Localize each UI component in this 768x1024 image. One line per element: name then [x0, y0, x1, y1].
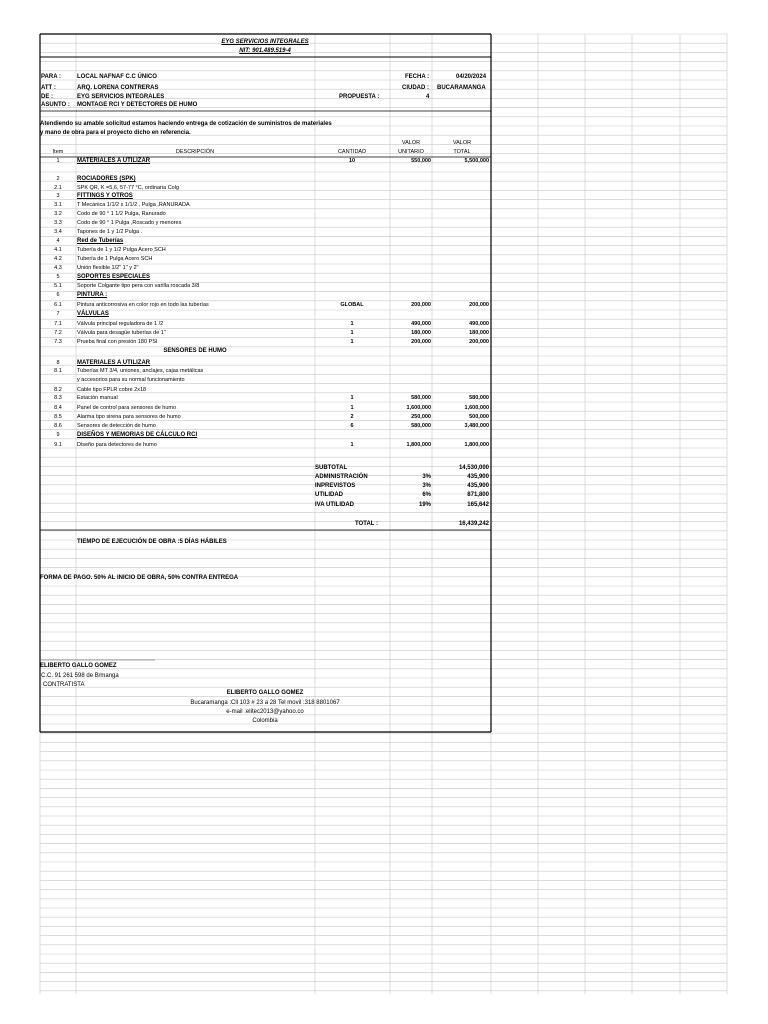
row-item-number: 6.1	[54, 302, 62, 308]
summary-value: 435,900	[467, 483, 489, 489]
row-unit-value: 200,000	[411, 302, 431, 308]
row-item-number: 3.4	[54, 229, 62, 235]
row-quantity: 1	[350, 330, 354, 336]
signature-name: ELIBERTO GALLO GOMEZ	[40, 663, 117, 669]
row-item-number: 3.3	[54, 220, 62, 226]
summary-label: SUBTOTAL	[315, 465, 348, 471]
signature-cc: C.C. 91 261 598 de B/manga	[41, 673, 119, 679]
row-item-number: 8.6	[54, 423, 62, 429]
col-valor-2: VALOR	[452, 140, 472, 146]
row-item-number: 8.4	[54, 405, 62, 411]
row-quantity: 1	[350, 405, 354, 411]
row-total-value: 180,000	[469, 330, 489, 336]
forma-de-pago: FORMA DE PAGO. 50% AL INICIO DE OBRA, 50% CONTRA ENTREGA	[40, 575, 239, 581]
summary-label: IVA UTILIDAD	[315, 502, 354, 508]
row-item-number: 7	[56, 311, 60, 317]
row-quantity: GLOBAL	[340, 302, 364, 308]
row-item-number: 9.1	[54, 442, 62, 448]
row-description: Sensores de detección de humo	[77, 423, 156, 429]
col-total: TOTAL	[453, 149, 471, 155]
footer-address: Bucaramanga :Cll 103 # 23 a 28 Tel movil :318 8801067	[190, 700, 340, 706]
row-description: FITTINGS Y OTROS	[77, 193, 133, 199]
total-label: TOTAL :	[355, 521, 378, 527]
row-quantity: 6	[350, 423, 354, 429]
row-description: Tubería de 1 y 1/2 Pulga Acero SCH	[77, 247, 166, 253]
row-quantity: 1	[350, 442, 354, 448]
row-quantity: 1	[350, 339, 354, 345]
row-item-number: 7.3	[54, 339, 62, 345]
company-title: EYG SERVICIOS INTEGRALES	[221, 39, 309, 45]
summary-percent: 3%	[422, 474, 431, 480]
ciudad-label: CIUDAD :	[402, 85, 429, 91]
de-label: DE :	[41, 94, 53, 100]
row-description: Alarma tipo sirena para sensores de humo	[77, 414, 181, 420]
summary-value: 165,642	[467, 502, 489, 508]
row-item-number: 8	[56, 360, 60, 366]
row-total-value: 500,000	[469, 414, 489, 420]
row-unit-value: 1,800,000	[406, 442, 431, 448]
row-item-number: 5	[56, 274, 60, 280]
col-descripcion: DESCRIPCIÓN	[175, 149, 215, 155]
row-item-number: 2.1	[54, 185, 62, 191]
row-item-number: 7.1	[54, 321, 62, 327]
summary-value: 871,800	[467, 492, 489, 498]
row-unit-value: 1,600,000	[406, 405, 431, 411]
row-unit-value: 580,000	[411, 395, 431, 401]
row-description: ROCIADORES (SPK)	[77, 176, 136, 182]
att-value: ARQ. LORENA CONTRERAS	[77, 85, 159, 91]
tiempo-ejecucion: TIEMPO DE EJECUCIÓN DE OBRA :5 DÍAS HÁBILES	[77, 539, 227, 545]
row-item-number: 8.3	[54, 395, 62, 401]
intro-line-1: Atendiendo su amable solicitud estamos haciendo entrega de cotización de suministros de materiales	[40, 121, 332, 127]
col-valor-1: VALOR	[401, 140, 421, 146]
row-item-number: 3	[56, 193, 60, 199]
row-description: Estación manual	[77, 395, 118, 401]
row-description: Cable tipo FPLR cobre 2x18	[77, 387, 147, 393]
row-quantity: 1	[350, 395, 354, 401]
propuesta-value: 4	[426, 94, 430, 100]
summary-label: INPREVISTOS	[315, 483, 356, 489]
col-item: Item	[52, 149, 64, 155]
row-item-number: 4.3	[54, 265, 62, 271]
row-description: MATERIALES A UTILIZAR	[77, 360, 151, 366]
footer-email: e-mail :elitec2013@yahoo.co	[226, 709, 304, 715]
row-description: Tapones de 1 y 1/2 Pulga .	[77, 229, 143, 235]
row-description: Válvula principal reguladora de 1 /2	[77, 321, 164, 327]
footer-name: ELIBERTO GALLO GOMEZ	[226, 690, 304, 696]
row-description: PINTURA :	[77, 292, 108, 298]
section-overlay-label: SENSORES DE HUMO	[163, 348, 227, 354]
asunto-value: MONTAGE RCI Y DETECTORES DE HUMO	[77, 102, 198, 108]
row-item-number: 7.2	[54, 330, 62, 336]
row-quantity: 2	[350, 414, 354, 420]
row-item-number: 4	[56, 238, 60, 244]
row-description: Pintura anticorrosiva en color rojo en todo las tuberías	[77, 302, 209, 308]
row-item-number: 6	[56, 292, 60, 298]
row-item-number: 4.1	[54, 247, 62, 253]
row-total-value: 580,000	[469, 395, 489, 401]
row-item-number: 8.5	[54, 414, 62, 420]
row-description: DISEÑOS Y MEMORIAS DE CÁLCULO RCI	[77, 432, 198, 438]
summary-label: UTILIDAD	[315, 492, 343, 498]
row-unit-value: 250,000	[411, 414, 431, 420]
row-item-number: 5.1	[54, 283, 62, 289]
de-value: EYG SERVICIOS INTEGRALES	[77, 94, 165, 100]
row-item-number: 2	[56, 176, 60, 182]
summary-value: 435,900	[467, 474, 489, 480]
row-unit-value: 200,000	[411, 339, 431, 345]
row-item-number: 9	[56, 432, 60, 438]
row-description: Codo de 90 ° 1 1/2 Pulga, Ranurado	[77, 211, 166, 217]
intro-line-2: y mano de obra para el proyecto dicho en referencia.	[40, 130, 191, 136]
row-description: VÁLVULAS	[77, 311, 109, 317]
row-description: Unión flexible 1/2" 1" y 2"	[77, 265, 139, 271]
row-description: y accesorios para su normal funcionamiento	[77, 377, 185, 383]
summary-percent: 6%	[422, 492, 431, 498]
row-description: Prueba final con presión 180 PSI	[77, 339, 158, 345]
row-unit-value: 180,000	[411, 330, 431, 336]
row-item-number: 3.2	[54, 211, 62, 217]
para-label: PARA :	[41, 74, 61, 80]
summary-label: ADMINISTRACIÓN	[315, 474, 368, 480]
row-item-number: 8.1	[54, 368, 62, 374]
row-total-value: 200,000	[469, 302, 489, 308]
row-description: Soporte Colgante tipo pera con varilla roscada 3/8	[77, 283, 200, 289]
row-description: MATERIALES A UTILIZAR	[77, 158, 151, 164]
nit-number: NIT: 901.489.519-4	[239, 48, 291, 54]
propuesta-label: PROPUESTA :	[339, 94, 380, 100]
total-value: 16,439,242	[458, 521, 489, 527]
row-unit-value: 550,000	[411, 158, 431, 164]
row-description: T Mecánica 1/1/2 x 1/1/2 , Pulga ,RANURADA	[77, 202, 190, 208]
col-cantidad: CANTIDAD	[337, 149, 367, 155]
ciudad-value: BUCARAMANGA	[437, 85, 486, 91]
row-quantity: 10	[348, 158, 356, 164]
row-quantity: 1	[350, 321, 354, 327]
row-item-number: 8.2	[54, 387, 62, 393]
row-description: Codo de 90 ° 1 Pulga ,Roscado y menores	[77, 220, 182, 226]
row-description: SPK QR, K =5,6, 57-77 °C, ordinaria Colg	[77, 185, 180, 191]
signature-role: CONTRATISTA	[43, 682, 85, 688]
row-total-value: 5,500,000	[464, 158, 489, 164]
row-description: Tuberías MT 3/4, uniones, anclajes, cajas metálicas	[77, 368, 204, 374]
row-total-value: 1,600,000	[464, 405, 489, 411]
row-description: Diseño para detectores de humo	[77, 442, 157, 448]
row-total-value: 1,800,000	[464, 442, 489, 448]
row-description: Válvula para desagüe tuberías de 1"	[77, 330, 166, 336]
row-item-number: 3.1	[54, 202, 62, 208]
row-description: Tubería de 1 Pulga Acero SCH	[77, 256, 153, 262]
row-item-number: 1	[56, 158, 60, 164]
para-value: LOCAL NAFNAF C.C ÚNICO	[77, 74, 157, 80]
row-unit-value: 580,000	[411, 423, 431, 429]
row-total-value: 490,000	[469, 321, 489, 327]
footer-country: Colombia	[252, 718, 278, 724]
row-total-value: 200,000	[469, 339, 489, 345]
summary-value: 14,530,000	[458, 465, 489, 471]
summary-percent: 19%	[418, 502, 431, 508]
att-label: ATT :	[41, 85, 56, 91]
row-description: Red de Tuberías	[77, 238, 124, 244]
fecha-label: FECHA :	[405, 74, 430, 80]
row-unit-value: 490,000	[411, 321, 431, 327]
summary-percent: 3%	[422, 483, 431, 489]
row-item-number: 4.2	[54, 256, 62, 262]
row-description: SOPORTES ESPECIALES	[77, 274, 151, 280]
col-valor-unitario: UNITARIO	[398, 149, 424, 155]
row-total-value: 3,480,000	[464, 423, 489, 429]
fecha-value: 04/20/2024	[456, 74, 487, 80]
row-description: Panel de control para sensores de humo	[77, 405, 177, 411]
asunto-label: ASUNTO :	[41, 102, 70, 108]
